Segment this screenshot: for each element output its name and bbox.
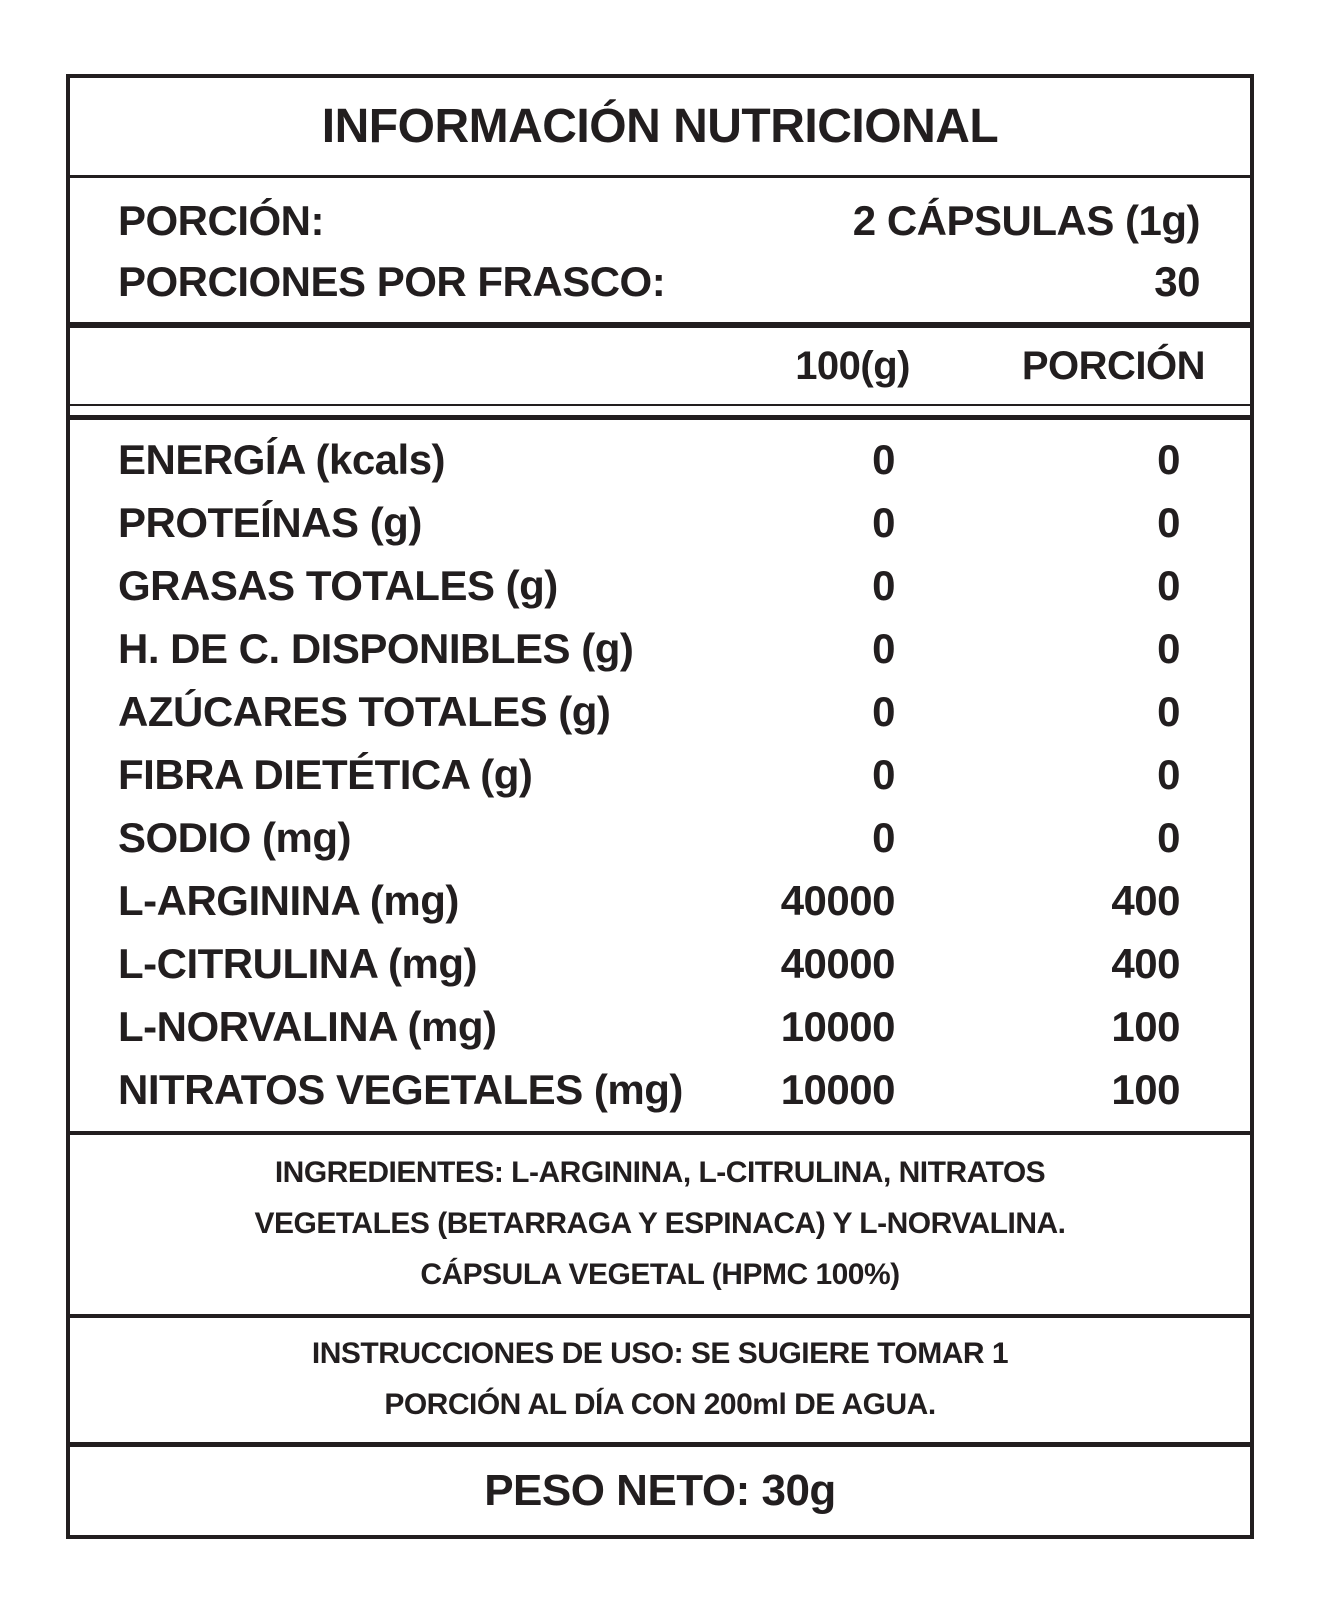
nutrient-portion-value: 0 (1157, 625, 1180, 672)
ingredients-line: CÁPSULA VEGETAL (HPMC 100%) (420, 1258, 900, 1291)
nutrient-row-arginina (70, 869, 1250, 932)
nutrient-per100-value: 0 (872, 814, 895, 861)
nutrient-name: H. DE C. DISPONIBLES (g) (118, 625, 634, 672)
serving-size-value: 2 CÁPSULAS (1g) (852, 197, 1200, 244)
instructions-section (70, 1314, 1250, 1442)
nutrient-name: AZÚCARES TOTALES (g) (118, 688, 611, 735)
nutrient-per100-value: 40000 (780, 940, 895, 987)
nutrient-portion-value: 0 (1157, 562, 1180, 609)
nutrition-facts-label (66, 74, 1254, 1539)
nutrient-portion-value: 400 (1111, 877, 1180, 924)
nutrient-row-fibra (70, 743, 1250, 806)
nutrient-name: GRASAS TOTALES (g) (118, 562, 558, 609)
serving-size-label: PORCIÓN: (118, 197, 324, 244)
nutrient-row-citrulina (70, 932, 1250, 995)
nutrient-name: SODIO (mg) (118, 814, 351, 861)
nutrient-name: NITRATOS VEGETALES (mg) (118, 1066, 683, 1113)
servings-per-container-value: 30 (1154, 258, 1200, 305)
nutrient-portion-value: 0 (1157, 751, 1180, 798)
nutrient-name: L-NORVALINA (mg) (118, 1003, 497, 1050)
serving-section (70, 175, 1250, 322)
serving-row-frasco (118, 251, 1200, 312)
nutrient-per100-value: 0 (872, 499, 895, 546)
nutrient-portion-value: 400 (1111, 940, 1180, 987)
nutrient-per100-value: 0 (872, 625, 895, 672)
nutrient-row-proteinas (70, 491, 1250, 554)
nutrient-row-azucares (70, 680, 1250, 743)
nutrient-name: L-ARGININA (mg) (118, 877, 459, 924)
net-weight-section (70, 1442, 1250, 1535)
nutrient-per100-value: 0 (872, 436, 895, 483)
servings-per-container-label: PORCIONES POR FRASCO: (118, 258, 666, 305)
column-header-per100: 100(g) (795, 344, 910, 388)
nutrient-portion-value: 100 (1111, 1003, 1180, 1050)
column-header-row (70, 322, 1250, 406)
net-weight-text: PESO NETO: 30g (484, 1466, 836, 1515)
nutrient-name: FIBRA DIETÉTICA (g) (118, 751, 533, 798)
instructions-line: INSTRUCCIONES DE USO: SE SUGIERE TOMAR 1 (311, 1337, 1009, 1370)
column-header-portion: PORCIÓN (1021, 344, 1205, 388)
nutrient-name: PROTEÍNAS (g) (118, 499, 422, 546)
nutrient-portion-value: 0 (1157, 436, 1180, 483)
nutrient-portion-value: 0 (1157, 499, 1180, 546)
nutrient-name: L-CITRULINA (mg) (118, 940, 478, 987)
nutrient-portion-value: 100 (1111, 1066, 1180, 1113)
nutrient-per100-value: 40000 (780, 877, 895, 924)
nutrient-portion-value: 0 (1157, 814, 1180, 861)
nutrient-per100-value: 0 (872, 688, 895, 735)
serving-row-porcion (118, 190, 1200, 251)
nutrient-row-sodio (70, 806, 1250, 869)
instructions-line: PORCIÓN AL DÍA CON 200ml DE AGUA. (384, 1388, 936, 1421)
nutrient-row-energia (70, 428, 1250, 491)
nutrients-table (70, 415, 1250, 1131)
ingredients-section (70, 1131, 1250, 1314)
nutrient-row-norvalina (70, 995, 1250, 1058)
nutrient-row-nitratos (70, 1058, 1250, 1121)
title-section (70, 78, 1250, 175)
nutrient-per100-value: 0 (872, 562, 895, 609)
ingredients-line: INGREDIENTES: L-ARGININA, L-CITRULINA, NITRATOS (274, 1156, 1046, 1189)
nutrient-per100-value: 10000 (780, 1066, 895, 1113)
label-title: INFORMACIÓN NUTRICIONAL (321, 100, 999, 153)
ingredients-line: VEGETALES (BETARRAGA Y ESPINACA) Y L-NORVALINA. (254, 1207, 1066, 1240)
nutrient-per100-value: 0 (872, 751, 895, 798)
nutrient-name: ENERGÍA (kcals) (118, 436, 446, 483)
nutrient-portion-value: 0 (1157, 688, 1180, 735)
nutrient-row-grasas (70, 554, 1250, 617)
nutrient-row-hdec (70, 617, 1250, 680)
nutrient-per100-value: 10000 (780, 1003, 895, 1050)
